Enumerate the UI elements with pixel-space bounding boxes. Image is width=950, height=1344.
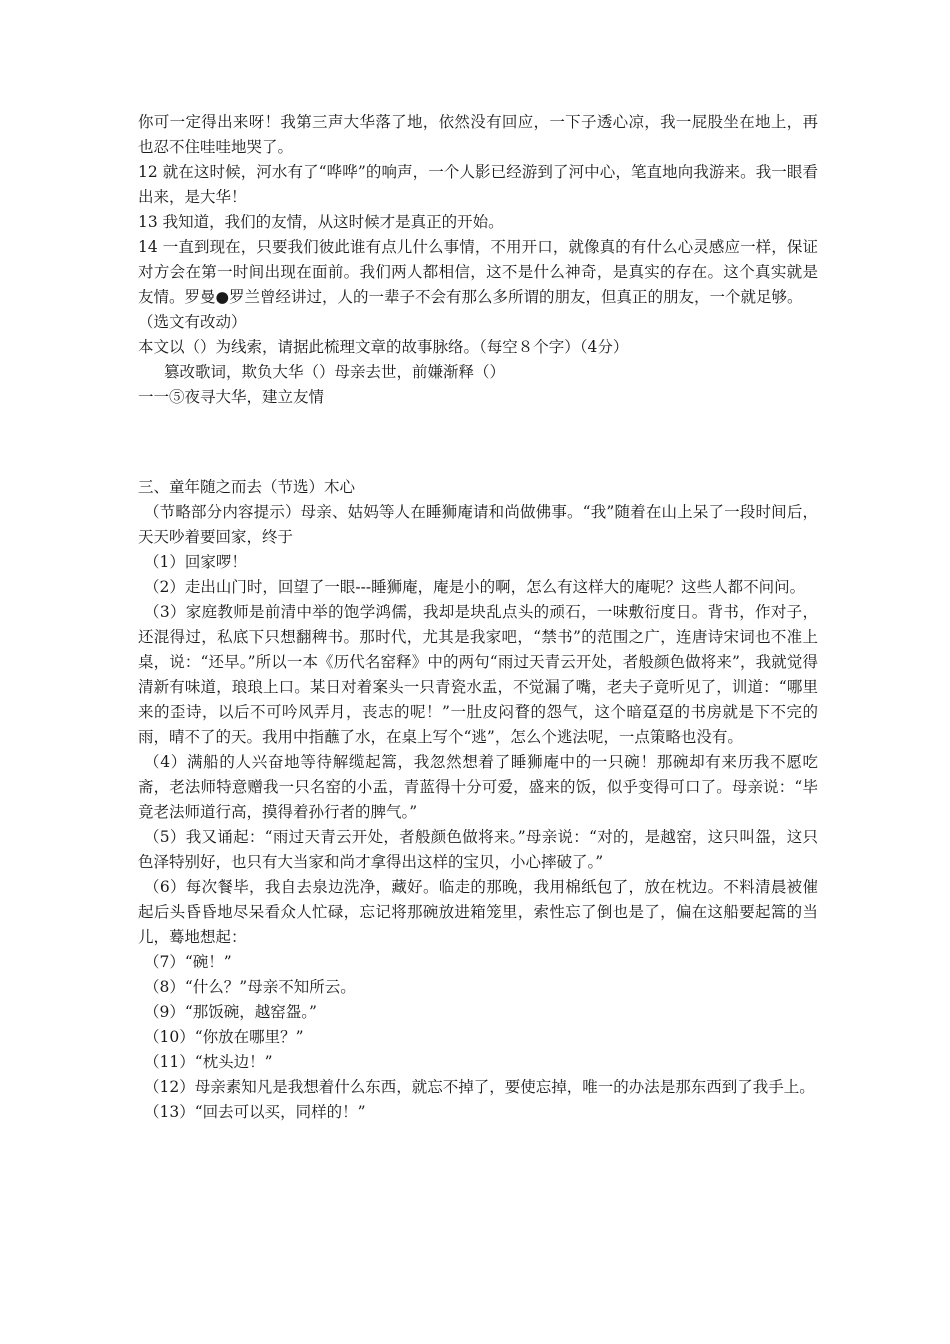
story2-paragraph: （1）回家啰！ [144, 553, 247, 571]
story2-paragraph: （9）“那饭碗，越窑盌。” [144, 1003, 317, 1021]
source-note: （选文有改动） [138, 313, 247, 331]
question-text: 本文以（）为线索，请据此梳理文章的故事脉络。（每空８个字）（4分） [138, 338, 629, 356]
question-outline-line-1: 篡改歌词，欺负大华（）母亲去世，前嫌渐释（） [164, 363, 506, 381]
story2-paragraph: （11）“枕头边！” [144, 1053, 273, 1071]
story2-paragraph: （10）“你放在哪里？” [144, 1028, 304, 1046]
section-intro: （节略部分内容提示）母亲、姑妈等人在睡狮庵请和尚做佛事。“我”随着在山上呆了一段时间后，天天吵着要回家，终于 [138, 503, 818, 546]
story1-paragraph-14: 14 一直到现在，只要我们彼此谁有点儿什么事情，不用开口，就像真的有什么心灵感应一样，保证对方会在第一时间出现在面前。我们两人都相信，这不是什么神奇，是真实的存在。这个真实就是友情。罗曼●罗兰曾经讲过，人的一辈子不会有那么多所谓的朋友，但真正的朋友，一个就足够。 [138, 238, 818, 306]
section-gap-2 [138, 450, 818, 475]
story2-paragraph: （5）我又诵起：“雨过天青云开处，者般颜色做将来。”母亲说：“对的，是越窑，这只叫盌，这只色泽特别好，也只有大当家和尚才拿得出这样的宝贝，小心摔破了。” [138, 828, 818, 871]
story1-paragraph-12: 12 就在这时候，河水有了“哗哗”的响声，一个人影已经游到了河中心，笔直地向我游来。我一眼看出来，是大华！ [138, 163, 818, 206]
section-title: 三、童年随之而去（节选）木心 [138, 478, 356, 496]
story1-continuation: 你可一定得出来呀！我第三声大华落了地，依然没有回应，一下子透心凉，我一屁股坐在地上，再也忍不住哇哇地哭了。 [138, 113, 818, 156]
story2-paragraph: （7）“碗！” [144, 953, 232, 971]
story2-paragraph: （12）母亲素知凡是我想着什么东西，就忘不掉了，要使忘掉，唯一的办法是那东西到了我手上。 [144, 1078, 815, 1096]
story2-paragraph: （8）“什么？”母亲不知所云。 [144, 978, 356, 996]
story2-paragraph: （3）家庭教师是前清中举的饱学鸿儒，我却是块乱点头的顽石，一味敷衍度日。背书，作对子，还混得过，私底下只想翻稗书。那时代，尤其是我家吧，“禁书”的范围之广，连唐诗宋词也不准上桌，说：“还早。”所以一本《历代名窑释》中的两句“雨过天青云开处，者般颜色做将来”，我就觉得清新有味道，琅琅上口。某日对着案头一只青瓷水盂，不觉漏了嘴，老夫子竟听见了，训道：“哪里来的歪诗，以后不可吟风弄月，丧志的呢！”一肚皮闷瞀的怨气，这个暗趸趸的书房就是下不完的雨，晴不了的天。我用中指蘸了水，在桌上写个“逃”，怎么个逃法呢，一点策略也没有。 [138, 603, 818, 746]
story1-paragraph-13: 13 我知道，我们的友情，从这时候才是真正的开始。 [138, 213, 504, 231]
story2-paragraph: （2）走出山门时，回望了一眼---睡狮庵，庵是小的啊，怎么有这样大的庵呢？这些人都不问问。 [144, 578, 806, 596]
story2-paragraph: （4）满船的人兴奋地等待解缆起篙，我忽然想着了睡狮庵中的一只碗！那碗却有来历我不愿吃斋，老法师特意赠我一只名窑的小盂，青蓝得十分可爱，盛来的饭，似乎变得可口了。母亲说：“毕竟老法师道行高，摸得着孙行者的脾气。” [138, 753, 818, 821]
section-gap [138, 410, 818, 450]
question-outline-line-2: 一一⑤夜寻大华，建立友情 [138, 388, 325, 406]
story2-paragraph: （13）“回去可以买，同样的！” [144, 1103, 366, 1121]
story2-paragraph: （6）每次餐毕，我自去泉边洗净，藏好。临走的那晚，我用棉纸包了，放在枕边。不料清晨被催起后头昏昏地尽呆看众人忙碌，忘记将那碗放进箱笼里，索性忘了倒也是了，偏在这船要起篙的当儿，蓦地想起： [138, 878, 818, 946]
document-page [138, 110, 818, 1125]
